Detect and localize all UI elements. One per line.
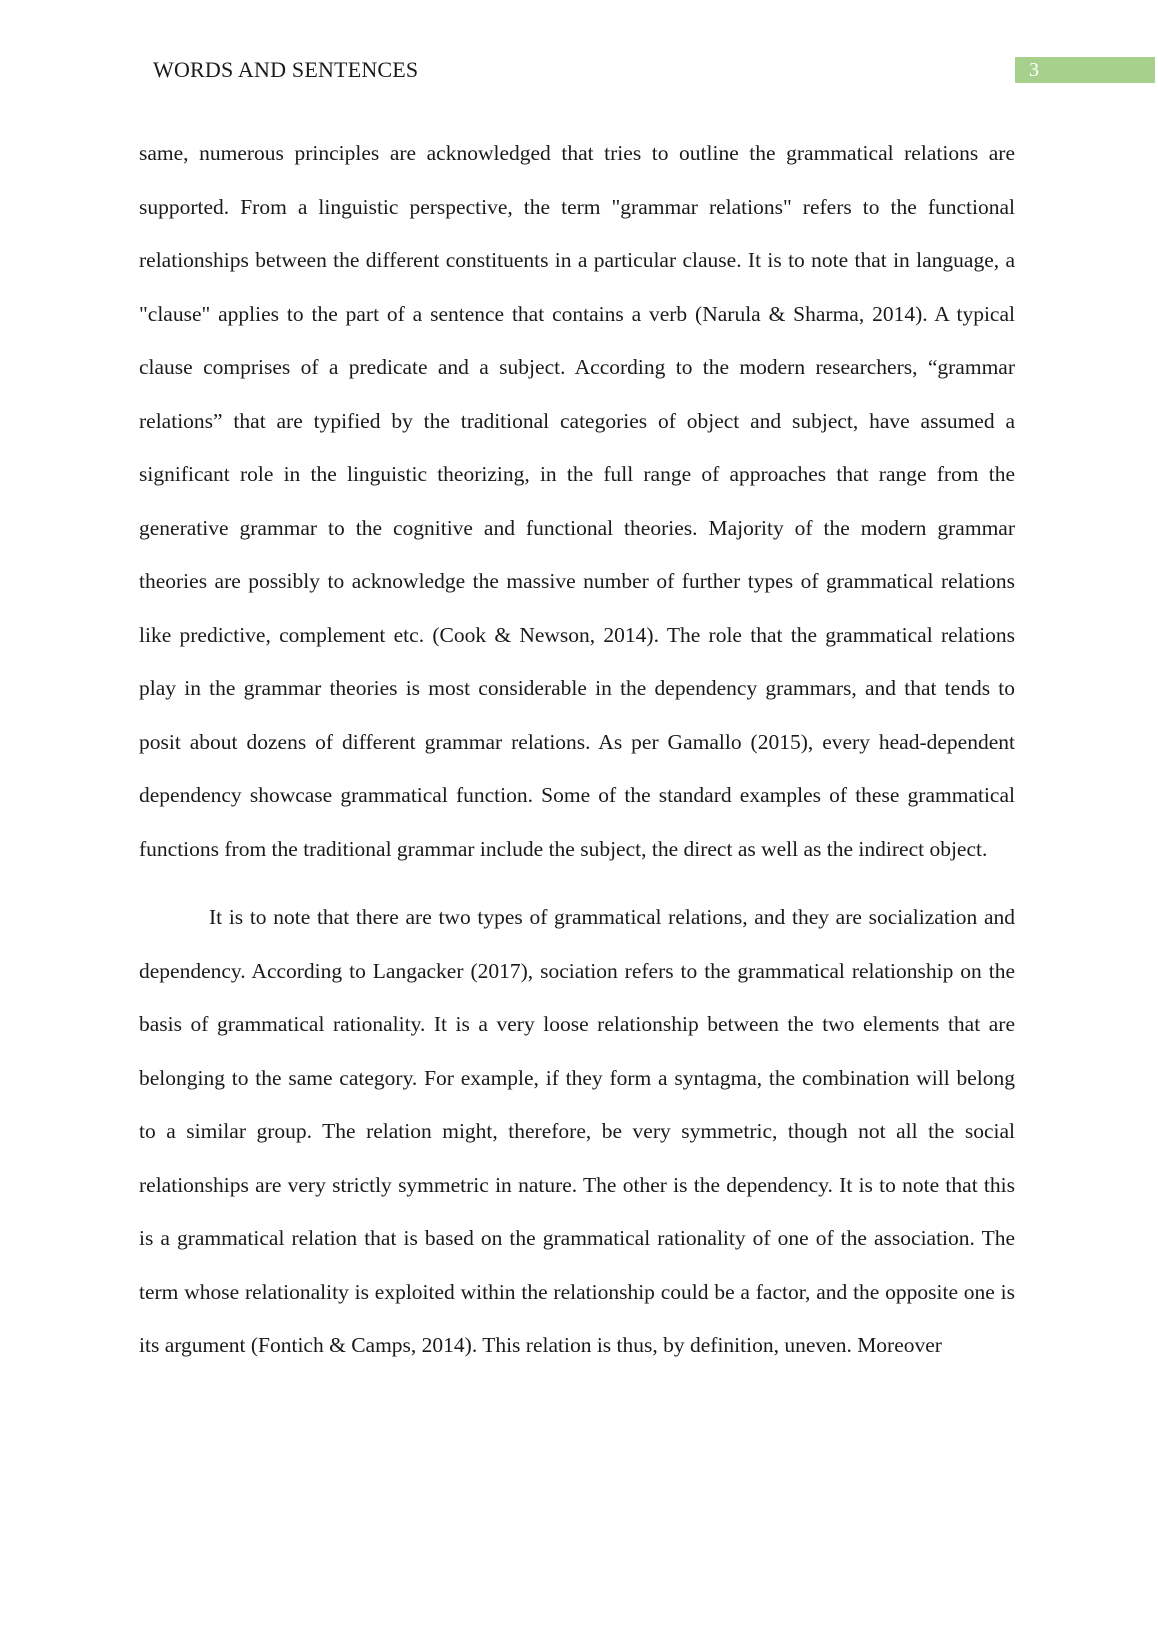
paragraph-1: same, numerous principles are acknowledged that tries to outline the grammatical relations are supported. From a linguistic perspective, the term "grammar relations" refers to the functional relationships between the different constituents in a particular clause. It is to note that in language, a "clause" applies to the part of a sentence that contains a verb (Narula & Sharma, 2014). A typical clause comprises of a predicate and a subject. According to the modern researchers, “grammar relations” that are typified by the traditional categories of object and subject, have assumed a significant role in the linguistic theorizing, in the full range of approaches that range from the generative grammar to the cognitive and functional theories. Majority of the modern grammar theories are possibly to acknowledge the massive number of further types of grammatical relations like predictive, complement etc. (Cook & Newson, 2014). The role that the grammatical relations play in the grammar theories is most considerable in the dependency grammars, and that tends to posit about dozens of different grammar relations. As per Gamallo (2015), every head-dependent dependency showcase grammatical function. Some of the standard examples of these grammatical functions from the traditional grammar include the subject, the direct as well as the indirect object. xyxy=(139,141,1015,861)
document-body xyxy=(139,127,1015,1373)
paragraph-2: It is to note that there are two types of grammatical relations, and they are socialization and dependency. According to Langacker (2017), sociation refers to the grammatical relationship on the basis of grammatical rationality. It is a very loose relationship between the two elements that are belonging to the same category. For example, if they form a syntagma, the combination will belong to a similar group. The relation might, therefore, be very symmetric, though not all the social relationships are very strictly symmetric in nature. The other is the dependency. It is to note that this is a grammatical relation that is based on the grammatical rationality of one of the association. The term whose relationality is exploited within the relationship could be a factor, and the opposite one is its argument (Fontich & Camps, 2014). This relation is thus, by definition, uneven. Moreover xyxy=(139,905,1015,1357)
running-head: WORDS AND SENTENCES xyxy=(153,57,419,82)
page-number: 3 xyxy=(1015,57,1155,83)
